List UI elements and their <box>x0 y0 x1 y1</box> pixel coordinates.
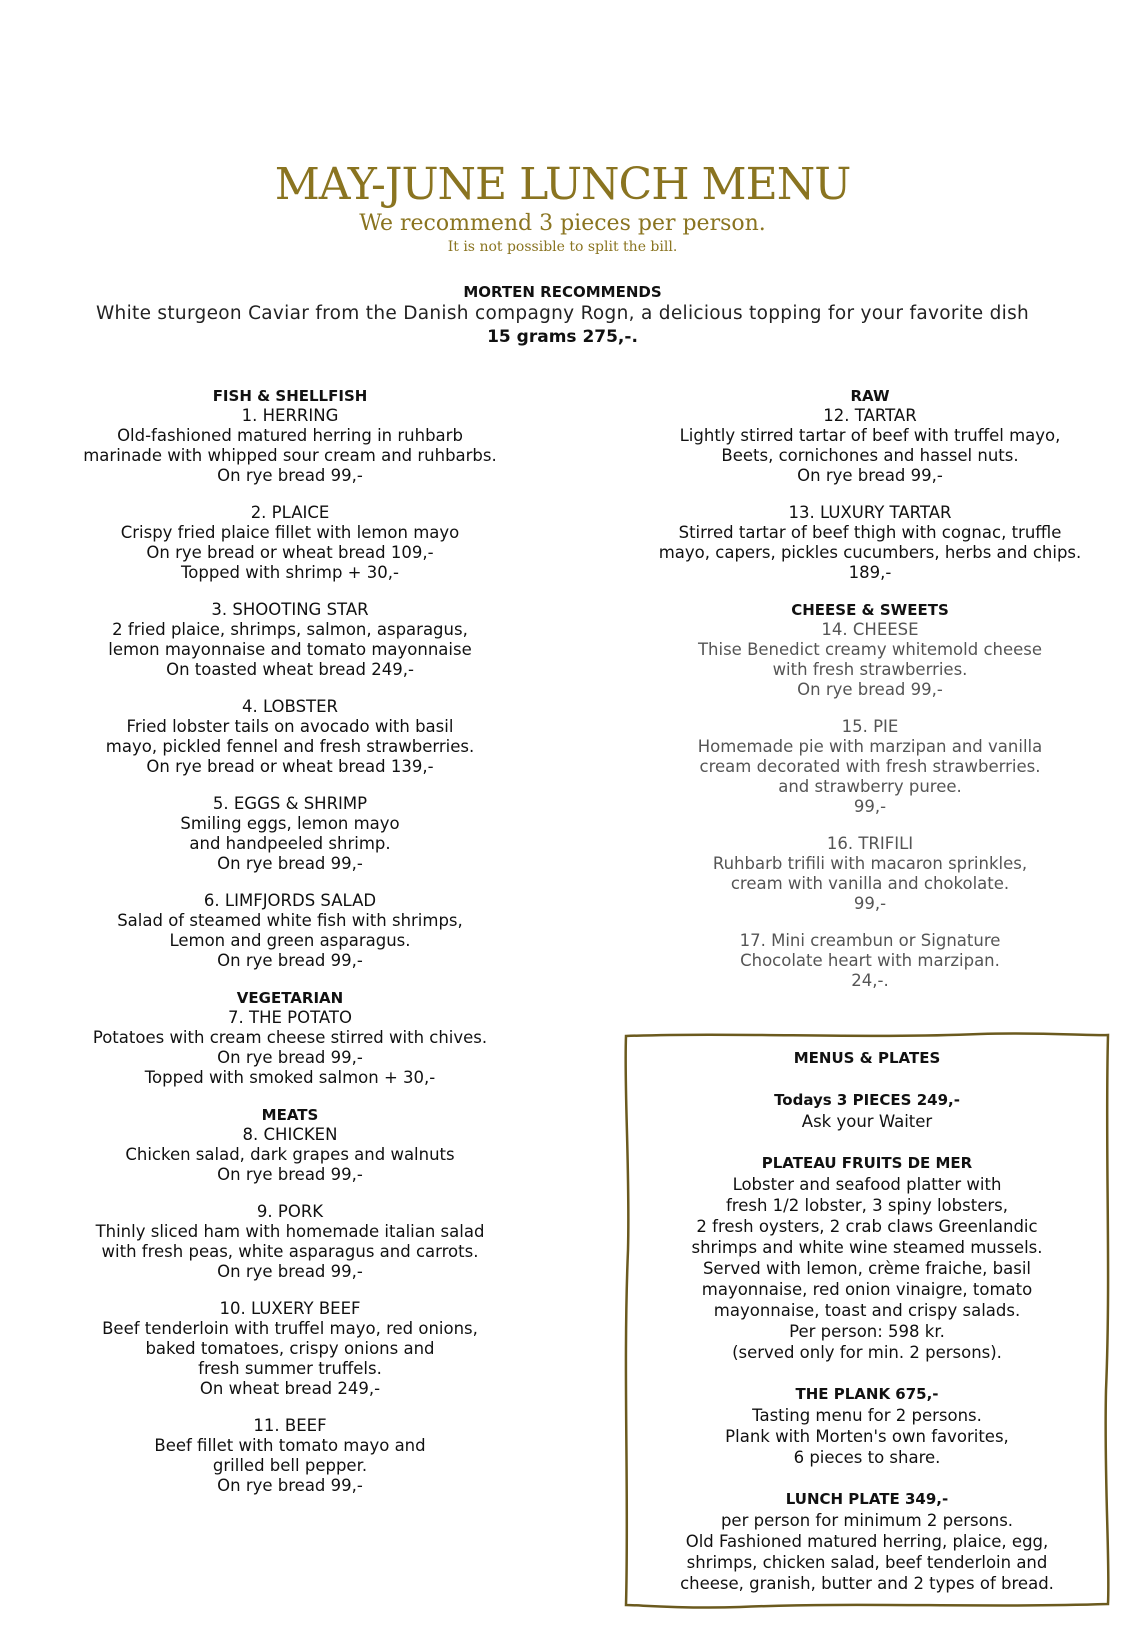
menu-item-line: Chocolate heart with marzipan. <box>740 951 1000 970</box>
menu-item-title: 2. PLAICE <box>250 503 330 522</box>
menu-item-title: 9. PORK <box>256 1202 324 1221</box>
menu-item-line: 99,- <box>853 797 887 816</box>
box-line: 6 pieces to share. <box>793 1448 941 1467</box>
menu-item <box>40 600 540 680</box>
plateau-title: PLATEAU FRUITS DE MER <box>761 1154 973 1172</box>
menu-item-line: with fresh strawberries. <box>772 660 968 679</box>
menu-item-title: 17. Mini creambun or Signature <box>739 931 1001 950</box>
todays-pieces <box>620 1090 1114 1132</box>
meat-items <box>40 1125 540 1496</box>
box-line: fresh 1/2 lobster, 3 spiny lobsters, <box>726 1196 1008 1215</box>
menu-item-line: Salad of steamed white fish with shrimps, <box>117 911 463 930</box>
menu-item-line: On rye bread 99,- <box>217 951 363 970</box>
category-heading-sweets: CHEESE & SWEETS <box>791 601 949 619</box>
menu-item-title: 4. LOBSTER <box>241 697 339 716</box>
menu-item-line: Old-fashioned matured herring in ruhbarb <box>117 426 463 445</box>
menu-item-line: 99,- <box>853 894 887 913</box>
menu-item <box>610 834 1125 914</box>
box-line: 2 fresh oysters, 2 crab claws Greenlandic <box>696 1217 1038 1236</box>
todays-title: Todays 3 PIECES 249,- <box>774 1091 960 1109</box>
menu-item <box>40 1416 540 1496</box>
menu-item-title: 5. EGGS & SHRIMP <box>212 794 368 813</box>
menu-item-line: 24,-. <box>851 971 889 990</box>
menu-item-line: fresh summer truffels. <box>198 1359 382 1378</box>
raw-items <box>610 406 1125 583</box>
menu-item <box>40 891 540 971</box>
recommendation-price: 15 grams 275,-. <box>487 327 638 347</box>
category-heading-vegetarian: VEGETARIAN <box>236 989 344 1007</box>
menu-item-line: Beets, cornichones and hassel nuts. <box>721 446 1019 465</box>
menu-item <box>40 794 540 874</box>
menu-item-title: 8. CHICKEN <box>242 1125 338 1144</box>
category-heading-fish: FISH & SHELLFISH <box>212 387 368 405</box>
menu-item <box>610 931 1125 991</box>
recommendation-heading: MORTEN RECOMMENDS <box>463 283 662 301</box>
menu-item-line: On rye bread or wheat bread 139,- <box>146 757 434 776</box>
menu-item-line: Beef fillet with tomato mayo and <box>154 1436 426 1455</box>
right-column <box>610 386 1125 1008</box>
menu-item-line: Lemon and green asparagus. <box>169 931 411 950</box>
menu-item-line: cream decorated with fresh strawberries. <box>699 757 1041 776</box>
menu-item <box>610 406 1125 486</box>
menu-item-line: lemon mayonnaise and tomato mayonnaise <box>108 640 472 659</box>
box-line: mayonnaise, red onion vinaigre, tomato <box>701 1280 1033 1299</box>
menu-item-line: with fresh peas, white asparagus and carrots. <box>101 1242 479 1261</box>
menu-item-title: 7. THE POTATO <box>228 1008 352 1027</box>
menu-item-line: Crispy fried plaice fillet with lemon mayo <box>120 523 460 542</box>
menu-item-line: grilled bell pepper. <box>212 1456 368 1475</box>
menu-item-line: On rye bread 99,- <box>217 1476 363 1495</box>
menu-item-line: On rye bread 99,- <box>217 1048 363 1067</box>
menu-item-title: 6. LIMFJORDS SALAD <box>203 891 377 910</box>
menu-item-line: On rye bread 99,- <box>217 1262 363 1281</box>
menu-item-line: Stirred tartar of beef thigh with cognac, truffle <box>678 523 1062 542</box>
plateau-lines <box>620 1174 1114 1363</box>
menu-item-line: cream with vanilla and chokolate. <box>730 874 1010 893</box>
menu-item-title: 16. TRIFILI <box>826 834 914 853</box>
menu-item-line: On toasted wheat bread 249,- <box>166 660 414 679</box>
recommendation <box>0 282 1125 348</box>
menu-item-line: On rye bread 99,- <box>217 854 363 873</box>
menu-item-line: Topped with smoked salmon + 30,- <box>144 1068 436 1087</box>
menu-item-title: 11. BEEF <box>253 1416 327 1435</box>
menu-item-line: On rye bread 99,- <box>217 466 363 485</box>
menu-item-line: Potatoes with cream cheese stirred with chives. <box>92 1028 488 1047</box>
the-plank <box>620 1384 1114 1468</box>
lunch-lines <box>620 1510 1114 1594</box>
lunch-title: LUNCH PLATE 349,- <box>785 1490 949 1508</box>
lunch-plate <box>620 1489 1114 1594</box>
menu-item-title: 1. HERRING <box>241 406 339 425</box>
menu-item-line: baked tomatoes, crispy onions and <box>145 1339 435 1358</box>
menu-item <box>40 503 540 583</box>
menu-item-line: Thise Benedict creamy whitemold cheese <box>697 640 1043 659</box>
menus-plates-box <box>620 1030 1114 1610</box>
menu-item <box>610 717 1125 817</box>
box-line: Tasting menu for 2 persons. <box>752 1406 982 1425</box>
box-line: Ask your Waiter <box>801 1112 933 1131</box>
split-bill-note: It is not possible to split the bill. <box>447 239 678 255</box>
box-line: Per person: 598 kr. <box>789 1322 945 1341</box>
box-line: Plank with Morten's own favorites, <box>725 1427 1009 1446</box>
plank-title: THE PLANK 675,- <box>795 1385 939 1403</box>
menu-item-line: Ruhbarb trifili with macaron sprinkles, <box>712 854 1028 873</box>
menu-item-title: 3. SHOOTING STAR <box>211 600 369 619</box>
menu-item <box>610 620 1125 700</box>
menu-item-line: On rye bread or wheat bread 109,- <box>146 543 434 562</box>
menu-item-line: On rye bread 99,- <box>797 680 943 699</box>
vegetarian-items <box>40 1008 540 1088</box>
menu-item-line: On rye bread 99,- <box>797 466 943 485</box>
menu-item-line: On wheat bread 249,- <box>199 1379 381 1398</box>
menu-item-line: Homemade pie with marzipan and vanilla <box>697 737 1043 756</box>
menu-item <box>40 697 540 777</box>
todays-lines <box>620 1111 1114 1132</box>
box-line: Served with lemon, crème fraiche, basil <box>702 1259 1032 1278</box>
menu-item-line: Lightly stirred tartar of beef with truffel mayo, <box>679 426 1061 445</box>
box-line: (served only for min. 2 persons). <box>732 1343 1002 1362</box>
box-line: mayonnaise, toast and crispy salads. <box>713 1301 1021 1320</box>
menu-title: MAY-JUNE LUNCH MENU <box>274 159 851 210</box>
menu-item <box>610 503 1125 583</box>
left-column <box>40 386 540 1513</box>
category-heading-raw: RAW <box>850 387 890 405</box>
box-line: Old Fashioned matured herring, plaice, egg, <box>685 1532 1049 1551</box>
menu-item-title: 12. TARTAR <box>823 406 917 425</box>
menu-item-line: Beef tenderloin with truffel mayo, red onions, <box>102 1319 478 1338</box>
box-line: cheese, granish, butter and 2 types of bread. <box>680 1574 1054 1593</box>
menu-item <box>40 406 540 486</box>
menu-item-line: 2 fried plaice, shrimps, salmon, asparagus, <box>112 620 468 639</box>
menu-item-line: Chicken salad, dark grapes and walnuts <box>125 1145 455 1164</box>
plateau <box>620 1153 1114 1363</box>
menus-plates-content <box>620 1048 1114 1615</box>
menu-item-title: 14. CHEESE <box>821 620 919 639</box>
menu-item <box>40 1125 540 1185</box>
menu-item-line: marinade with whipped sour cream and ruhbarbs. <box>83 446 497 465</box>
sweets-items <box>610 620 1125 991</box>
box-line: Lobster and seafood platter with <box>732 1175 1002 1194</box>
menu-item-line: and strawberry puree. <box>778 777 962 796</box>
menu-item <box>40 1299 540 1399</box>
menu-item-line: Thinly sliced ham with homemade italian salad <box>95 1222 485 1241</box>
menu-item-line: 189,- <box>848 563 892 582</box>
category-heading-meats: MEATS <box>261 1106 319 1124</box>
menu-item-line: Fried lobster tails on avocado with basil <box>126 717 454 736</box>
fish-items <box>40 406 540 971</box>
menu-item-line: Topped with shrimp + 30,- <box>181 563 399 582</box>
menu-item-title: 13. LUXURY TARTAR <box>788 503 952 522</box>
menu-item <box>40 1202 540 1282</box>
menu-item-line: Smiling eggs, lemon mayo <box>180 814 400 833</box>
menu-item-title: 15. PIE <box>841 717 899 736</box>
box-line: shrimps, chicken salad, beef tenderloin and <box>686 1553 1048 1572</box>
menu-item-line: mayo, pickled fennel and fresh strawberries. <box>105 737 475 756</box>
menu-item-line: On rye bread 99,- <box>217 1165 363 1184</box>
box-heading: MENUS & PLATES <box>793 1049 941 1067</box>
box-line: per person for minimum 2 persons. <box>720 1511 1014 1530</box>
menu-item-line: mayo, capers, pickles cucumbers, herbs and chips. <box>658 543 1082 562</box>
menu-header <box>0 160 1125 256</box>
menu-item-line: and handpeeled shrimp. <box>189 834 391 853</box>
box-line: shrimps and white wine steamed mussels. <box>691 1238 1043 1257</box>
menu-item-title: 10. LUXERY BEEF <box>219 1299 361 1318</box>
recommendation-text: White sturgeon Caviar from the Danish compagny Rogn, a delicious topping for your favorite dish <box>95 303 1030 324</box>
menu-subtitle: We recommend 3 pieces per person. <box>359 211 766 236</box>
menu-item <box>40 1008 540 1088</box>
plank-lines <box>620 1405 1114 1468</box>
